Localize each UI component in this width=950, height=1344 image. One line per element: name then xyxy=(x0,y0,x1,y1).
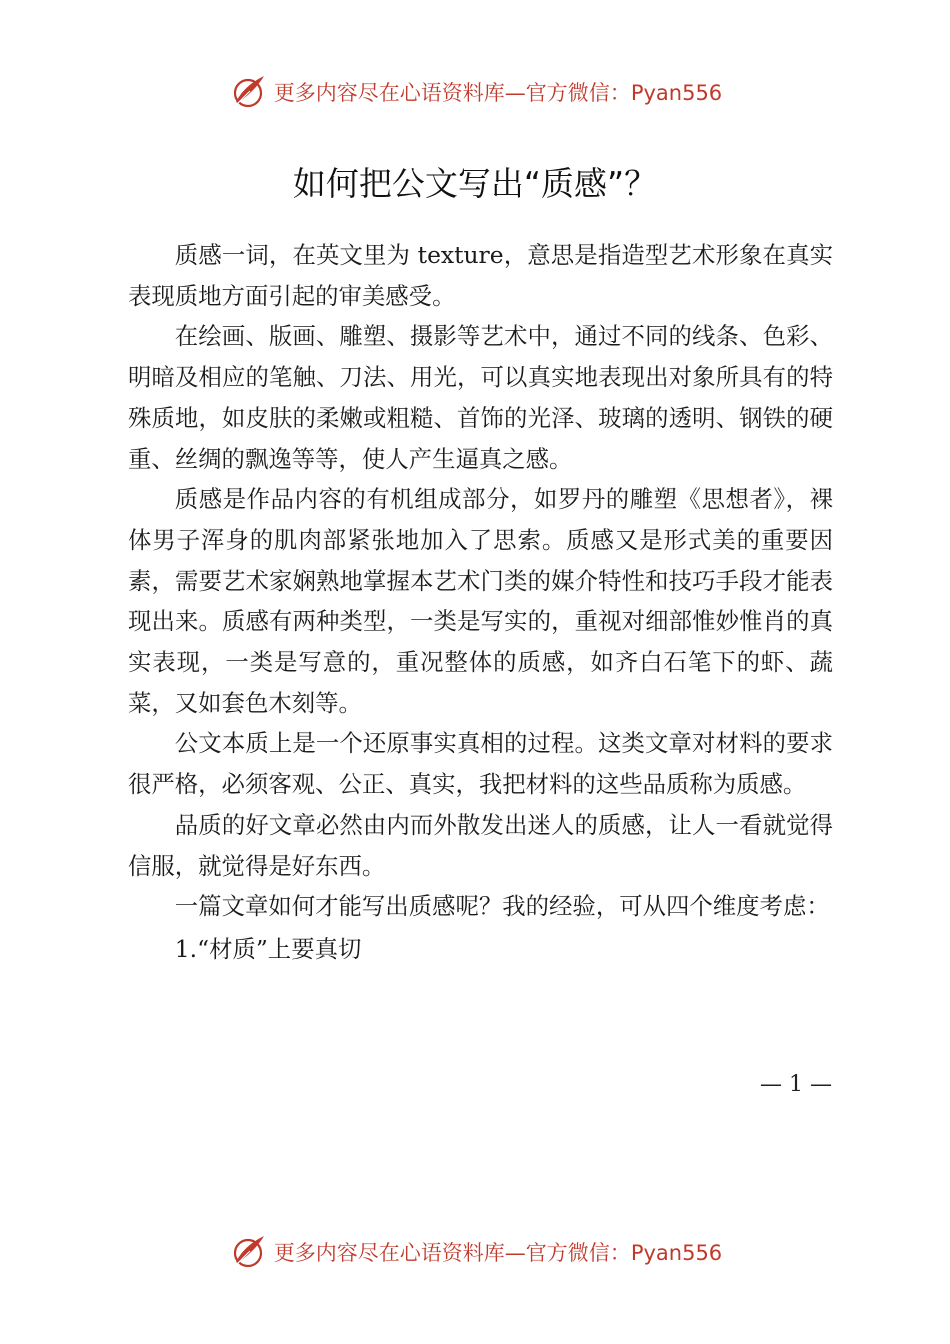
banner-text: 更多内容尽在心语资料库—官方微信：Pyan556 xyxy=(273,1241,723,1265)
quill-logo-icon xyxy=(228,1232,268,1272)
wechat-handle: Pyan556 xyxy=(630,1241,723,1265)
document-title: 如何把公文写出“质感”？ xyxy=(292,164,658,203)
header-banner xyxy=(0,70,950,114)
document-body xyxy=(128,235,833,971)
footer-banner xyxy=(0,1230,950,1274)
wechat-handle: Pyan556 xyxy=(630,81,723,105)
page-number: — 1 — xyxy=(760,1072,832,1097)
banner-text: 更多内容尽在心语资料库—官方微信：Pyan556 xyxy=(273,81,723,105)
paragraph: 质感一词，在英文里为 texture，意思是指造型艺术形象在真实表现质地方面引起的审美感受。 xyxy=(128,241,833,310)
quill-logo-icon xyxy=(228,72,268,112)
paragraph: 公文本质上是一个还原事实真相的过程。这类文章对材料的要求很严格，必须客观、公正、真实，我把材料的这些品质称为质感。 xyxy=(128,729,833,799)
paragraph: 品质的好文章必然由内而外散发出迷人的质感，让人一看就觉得信服，就觉得是好东西。 xyxy=(128,810,833,880)
paragraph: 在绘画、版画、雕塑、摄影等艺术中，通过不同的线条、色彩、明暗及相应的笔触、刀法、用光，可以真实地表现出对象所具有的特殊质地，如皮肤的柔嫩或粗糙、首饰的光泽、玻璃的透明、钢铁的硬重、丝绸的飘逸等等，使人产生逼真之感。 xyxy=(128,322,833,473)
section-heading: 1.“材质”上要真切 xyxy=(174,934,362,963)
paragraph: 一篇文章如何才能写出质感呢？我的经验，可从四个维度考虑： xyxy=(174,892,830,921)
paragraph: 质感是作品内容的有机组成部分，如罗丹的雕塑《思想者》，裸体男子浑身的肌肉部紧张地加入了思索。质感又是形式美的重要因素，需要艺术家娴熟地掌握本艺术门类的媒介特性和技巧手段才能表现出来。质感有两种类型，一类是写实的，重视对细部惟妙惟肖的真实表现，一类是写意的，重况整体的质感，如齐白石笔下的虾、蔬菜，又如套色木刻等。 xyxy=(128,485,833,717)
